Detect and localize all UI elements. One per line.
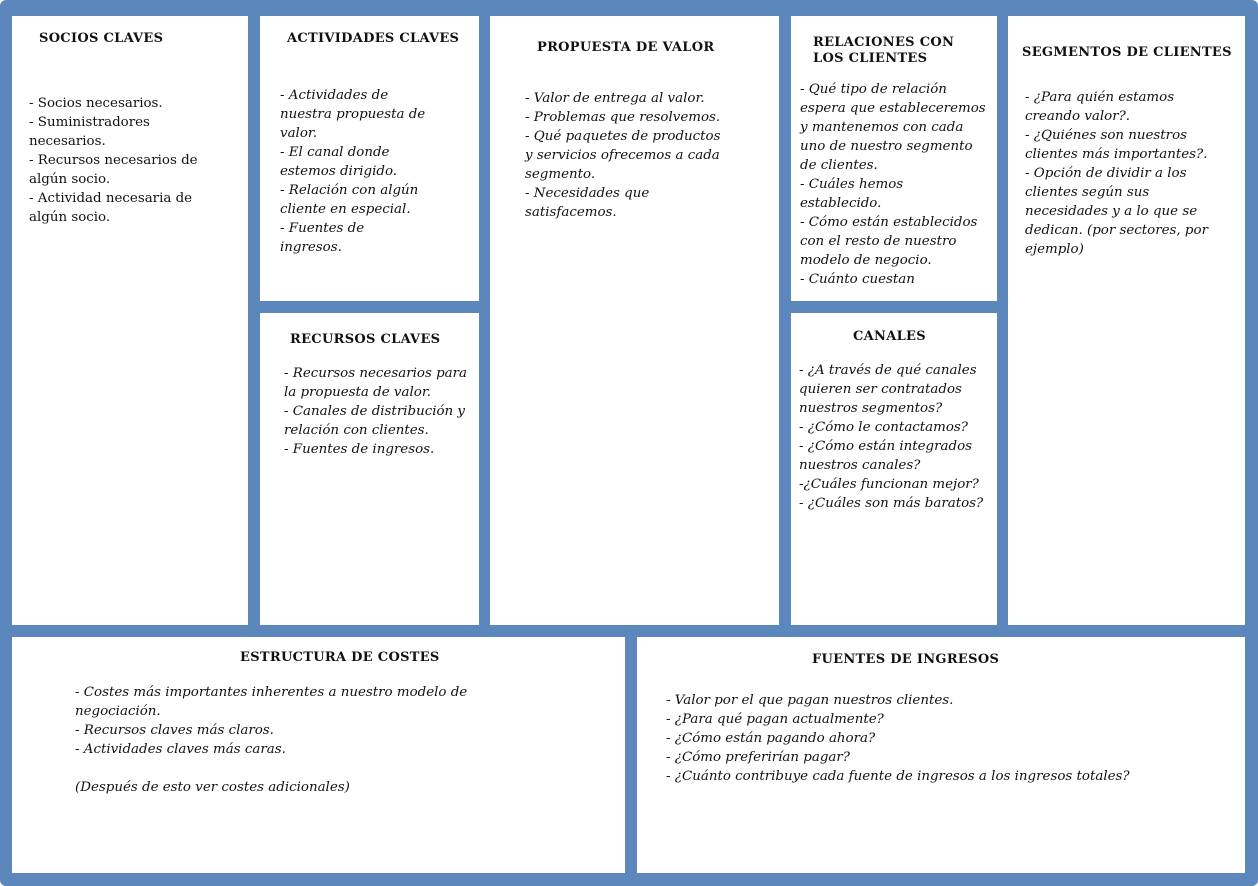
list-item: (Después de esto ver costes adicionales) [75,780,350,795]
list-item: - Opción de dividir a los clientes según sus necesidades y a lo que se dedican. (por sectores, por ejemplo) [1025,166,1208,257]
list-item: -¿Cuáles funcionan mejor? [799,477,979,492]
fuentes-ingresos-list [666,691,1226,786]
list-item: - Actividades de nuestra propuesta de valor. [280,88,426,141]
recursos-claves-block [260,313,479,625]
canales-title: CANALES [853,329,926,344]
segmentos-clientes-list [1025,88,1230,259]
socios-claves-title: SOCIOS CLAVES [39,31,164,46]
estructura-costes-list [75,683,475,797]
list-item: - Actividad necesaria de algún socio. [29,191,193,225]
socios-claves-block [12,16,248,625]
list-item: - El canal donde estemos dirigido. [280,145,398,179]
list-item: - Socios necesarios. [29,96,163,111]
relaciones-clientes-title: RELACIONES CON LOS CLIENTES [813,35,955,66]
segmentos-clientes-block [1008,16,1245,625]
list-item: - Suministradores necesarios. [29,115,150,149]
list-item: - Cuáles hemos establecido. [800,177,904,211]
list-item: - Qué tipo de relación espera que estableceremos y mantenemos con cada uno de nuestro segmento de clientes. [800,82,986,173]
list-item: - ¿Cómo están integrados nuestros canales? [799,439,972,473]
list-item: - Cómo están establecidos con el resto de nuestro modelo de negocio. [800,215,978,268]
list-item: - ¿Para quién estamos creando valor?. [1025,90,1175,124]
list-item: - ¿Cuánto contribuye cada fuente de ingresos a los ingresos totales? [666,769,1130,784]
propuesta-valor-list [525,89,725,222]
segmentos-clientes-title: SEGMENTOS DE CLIENTES [1022,45,1232,60]
socios-claves-list [29,94,199,227]
propuesta-valor-block [490,16,779,625]
recursos-claves-title: RECURSOS CLAVES [290,332,441,347]
list-item: - Qué paquetes de productos y servicios ofrecemos a cada segmento. [525,129,721,182]
propuesta-valor-title: PROPUESTA DE VALOR [537,40,715,55]
list-item: - ¿Cómo le contactamos? [799,420,968,435]
list-item: - Fuentes de ingresos. [280,221,365,255]
canales-list [799,361,987,513]
fuentes-ingresos-title: FUENTES DE INGRESOS [812,652,1000,667]
list-item: - Recursos necesarios de algún socio. [29,153,198,187]
list-item: - Necesidades que satisfacemos. [525,186,650,220]
list-item: - ¿Cómo están pagando ahora? [666,731,876,746]
fuentes-ingresos-block [637,637,1245,873]
relaciones-clientes-block [791,16,997,301]
canales-block [791,313,997,625]
list-item: - Valor de entrega al valor. [525,91,705,106]
list-item: - ¿A través de qué canales quieren ser contratados nuestros segmentos? [799,363,977,416]
list-item: - Actividades claves más caras. [75,742,286,757]
list-item: - Recursos necesarios para la propuesta de valor. [284,366,468,400]
actividades-claves-block [260,16,479,301]
list-item: - Relación con algún cliente en especial. [280,183,419,217]
list-item: - ¿Cuáles son más baratos? [799,496,984,511]
list-item: - ¿Quiénes son nuestros clientes más importantes?. [1025,128,1208,162]
list-item: - Problemas que resolvemos. [525,110,721,125]
list-item: - Cuánto cuestan [800,272,915,287]
list-item: - Recursos claves más claros. [75,723,274,738]
list-item: - Costes más importantes inherentes a nuestro modelo de negociación. [75,685,468,719]
actividades-claves-title: ACTIVIDADES CLAVES [287,31,460,46]
list-item: - ¿Para qué pagan actualmente? [666,712,884,727]
list-item: - Canales de distribución y relación con clientes. [284,404,465,438]
list-item-spacer [75,759,475,778]
list-item: - Fuentes de ingresos. [284,442,435,457]
list-item: - ¿Cómo preferirían pagar? [666,750,850,765]
actividades-claves-list [280,86,430,257]
estructura-costes-title: ESTRUCTURA DE COSTES [240,650,440,665]
estructura-costes-block [12,637,625,873]
relaciones-clientes-list [800,80,986,289]
list-item: - Valor por el que pagan nuestros clientes. [666,693,954,708]
recursos-claves-list [284,364,470,459]
